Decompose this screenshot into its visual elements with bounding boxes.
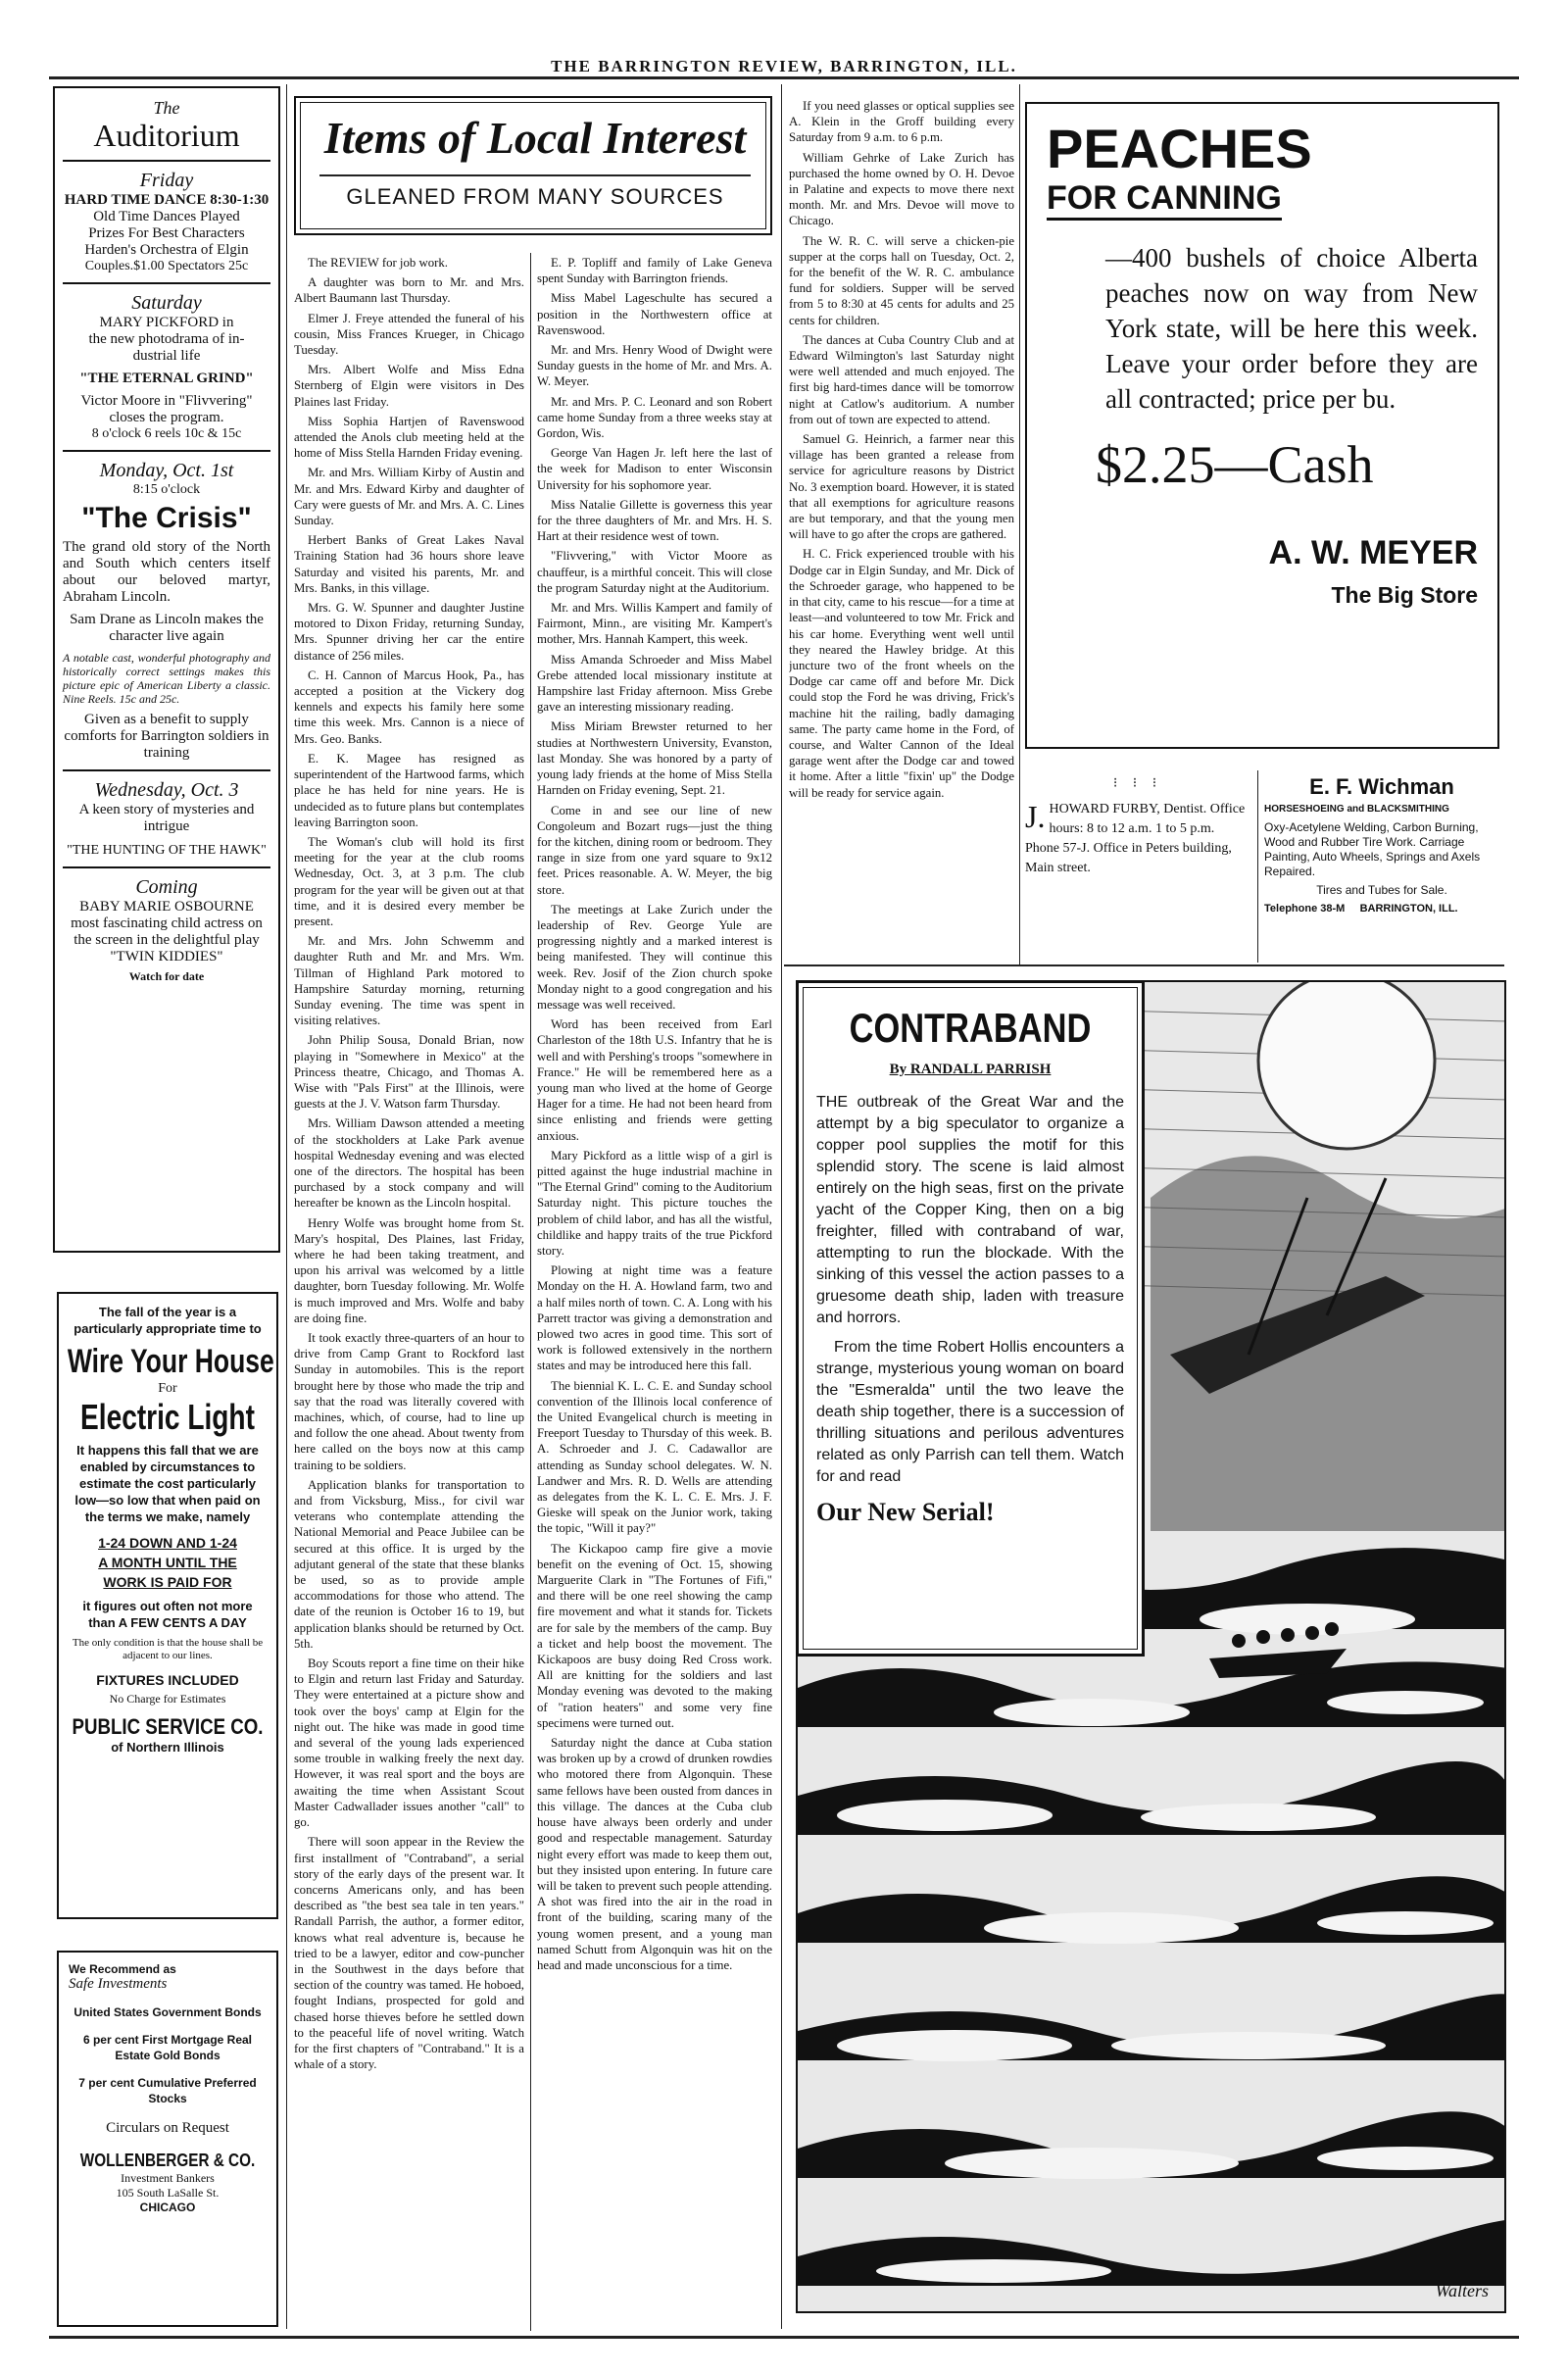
moon-icon <box>1258 982 1435 1149</box>
public-service-ad <box>57 1292 278 1919</box>
news-item: Miss Sophia Hartjen of Ravenswood attended the Anols club meeting held at the home of Miss Stella Harnden Friday evening. <box>294 414 524 461</box>
news-item: The W. R. C. will serve a chicken-pie supper at the corps hall on Tuesday, Oct. 2, for the benefit of the W. R. C. ambulance fund for soldiers. Supper will be served from 5 to 8:30 at 45 cents for adults and 25 cents for children. <box>789 233 1014 327</box>
friday-line: HARD TIME DANCE 8:30-1:30 <box>64 192 270 208</box>
electric-intro: The fall of the year is a particularly appropriate time to <box>74 1305 262 1336</box>
electric-terms: 1-24 DOWN AND 1-24 <box>98 1535 237 1551</box>
bankers-line: 105 South LaSalle St. <box>116 2186 220 2200</box>
saturday-heading: Saturday <box>131 292 202 314</box>
news-item: The Kickapoo camp fire give a movie benefit on the evening of Oct. 15, showing Marguerite Clark in "The Fortunes of Fifi," and there will be one reel showing the camp fire movement and what it stands for. Tickets are for sale by the members of the camp. Buy a ticket and help boost the movement. The Kickapoos are busy doing Red Cross work. All are knitting for the soldiers and last Monday evening was devoted to the making of "ration heaters" and some very fine specimens were turned out. <box>537 1541 772 1730</box>
wichman-phone-line <box>1264 903 1499 915</box>
ornament: ⁝ ⁝ ⁝ <box>1112 776 1163 791</box>
news-item: If you need glasses or optical supplies see A. Klein in the Groff building every Saturday from 9 a.m. to 6 p.m. <box>789 99 1014 145</box>
wednesday-line: "THE HUNTING OF THE HAWK" <box>67 843 267 858</box>
divider <box>63 160 270 162</box>
news-item: C. H. Cannon of Marcus Hook, Pa., has accepted a position at the Vickery dog kennels and expects his family here some time this week. Mrs. Cannon is a niece of Mrs. Geo. Banks. <box>294 668 524 746</box>
wichman-town: BARRINGTON, ILL. <box>1359 903 1458 915</box>
news-item: Miss Mabel Lageschulte has secured a position in the Northwestern office at Ravenswood. <box>537 291 772 337</box>
bankers-line: United States Government Bonds <box>74 2005 262 2019</box>
contraband-byline: By RANDALL PARRISH <box>889 1062 1052 1077</box>
bankers-name: WOLLENBERGER & CO. <box>79 2151 256 2170</box>
friday-line: Couples.$1.00 Spectators 25c <box>84 259 249 273</box>
bankers-line: Safe Investments <box>69 1976 168 1992</box>
wednesday-line: A keen story of mysteries and intrigue <box>78 802 255 834</box>
monday-line: Sam Drane as Lincoln makes the character live again <box>70 612 264 644</box>
wichman-name: E. F. Wichman <box>1309 774 1454 799</box>
news-item: John Philip Sousa, Donald Brian, now playing in "Somewhere in Mexico" at the Princess theatre, Chicago, and Thomas A. Wise with "Pals First" at the Illinois, were guests at the J. V. Watson farm Thursday. <box>294 1033 524 1112</box>
news-item: Word has been received from Earl Charleston of the 18th U.S. Infantry that he is well and with Pershing's troops "somewhere in France." He will be remembered here as a young man who lived at the home of George Hager for a time. He had not been heard from since enlisting and friends were getting anxious. <box>537 1017 772 1143</box>
monday-line: A notable cast, wonderful photography and historically correct settings makes this picture epic of American Liberty a classic. Nine Reels. 15c and 25c. <box>63 651 270 706</box>
bankers-line: Investment Bankers <box>121 2171 215 2185</box>
monday-line: Given as a benefit to supply comforts for Barrington soldiers in training <box>64 712 270 761</box>
electric-head1: Wire Your House <box>67 1343 274 1380</box>
monday-title: "The Crisis" <box>81 502 252 534</box>
news-item: William Gehrke of Lake Zurich has purchased the home owned by O. H. Devoe in Palatine and expects to move there next month. Mr. and Mrs. Devoe will move to Chicago. <box>789 150 1014 228</box>
column-rule <box>1257 770 1258 963</box>
masthead: THE BARRINGTON REVIEW, BARRINGTON, ILL. <box>551 57 1017 75</box>
news-item: The REVIEW for job work. <box>308 256 448 270</box>
electric-terms: WORK IS PAID FOR <box>103 1574 232 1590</box>
column-rule <box>1019 84 1020 966</box>
auditorium-the: The <box>153 98 180 118</box>
news-item: Mrs. Albert Wolfe and Miss Edna Sternberg of Elgin were visitors in Des Plaines last Friday. <box>294 363 524 409</box>
contraband-para1: THE outbreak of the Great War and the attempt by a big speculator to organize a copper pool supplies the motif for this splendid story. The scene is laid almost entirely on the high seas, first on the private yacht of the Copper King, then on a big freighter, filled with contraband of war, attempting to run the blockade. With the sinking of this vessel the action passes to a gruesome death ship, laden with treasure and horrors. <box>816 1094 1124 1326</box>
peaches-tagline: The Big Store <box>1331 582 1478 608</box>
news-item: Mr. and Mrs. P. C. Leonard and son Robert came home Sunday from a three weeks stay at Gordon, Wis. <box>537 394 772 441</box>
news-item: Boy Scouts report a fine time on their hike to Elgin and return last Friday and Saturday. They were entertained at a picture show and took over the boys' camp at Elgin for the night out. The hike was made in good time and several of the young lads experienced some trouble in walking freely the next day. However, it was real sport and the boys are awaiting the time when Assistant Scout Master Cadwallader issues another "call" to go. <box>294 1657 524 1830</box>
news-item: "Flivvering," with Victor Moore as chauffeur, is a mirthful conceit. This will close the program Saturday night at the Auditorium. <box>537 549 772 595</box>
wichman-phone: Telephone 38-M <box>1264 903 1346 915</box>
divider <box>63 450 270 452</box>
peaches-title: PEACHES <box>1047 118 1312 179</box>
news-item: Mr. and Mrs. William Kirby of Austin and Mr. and Mrs. Edward Kirby and daughter of Cary were guests of Mr. and Mrs. A. C. Lines Sunday. <box>294 466 524 528</box>
news-item: Herbert Banks of Great Lakes Naval Training Station had 36 hours shore leave Saturday and visited his parents, Mr. and Mrs. Banks, in this village. <box>294 533 524 595</box>
news-item: Mr. and Mrs. Henry Wood of Dwight were Sunday guests in the home of Mr. and Mrs. A. W. Meyer. <box>537 343 772 389</box>
news-item: There will soon appear in the Review the first installment of "Contraband", a serial story of the early days of the present war. It concerns Americans only, and has been described as "the best sea tale in ten years." Randall Parrish, the author, a former editor, knows what real adventure is, because he tried to be a lawyer, editor and cow-puncher in the Southwest in the days before that section of the country was tamed. He hoboed, fought Indians, prospected for gold and chased horse thieves before he settled down to the peaceful life of novel writing. Watch for the first chapters of "Contraband." It is a whale of a story. <box>294 1835 524 2072</box>
items-column-1 <box>294 255 524 2333</box>
peaches-subtitle: FOR CANNING <box>1047 178 1282 221</box>
furby-card <box>1025 774 1250 961</box>
column-rule <box>530 253 531 2331</box>
electric-fixtures: FIXTURES INCLUDED <box>96 1672 239 1688</box>
coming-line: BABY MARIE OSBOURNE <box>79 899 254 915</box>
contraband-serial: Our New Serial! <box>816 1498 995 1526</box>
friday-line: Prizes For Best Characters <box>88 225 245 241</box>
items-column-3 <box>789 98 1014 961</box>
bankers-line: CHICAGO <box>139 2201 196 2214</box>
electric-terms: A MONTH UNTIL THE <box>98 1555 237 1570</box>
wichman-tires: Tires and Tubes for Sale. <box>1316 883 1447 897</box>
contraband-para2: From the time Robert Hollis encounters a strange, mysterious young woman on board the "Esmeralda" until the two leave the death ship together, there is a succession of thrilling situations and perilous adventures related as only Parrish can tell them. Watch for and read <box>816 1339 1124 1485</box>
bankers-line: We Recommend as <box>69 1962 176 1976</box>
news-item: Mr. and Mrs. John Schwemm and daughter Ruth and Mr. and Mrs. Wm. Tillman of Highland Park motored to Hampshire Saturday morning, returning Sunday evening. The time was spent in visiting relatives. <box>294 934 524 1028</box>
electric-body: It happens this fall that we are enabled by circumstances to estimate the cost particularly low—so low that when paid on the terms we make, namely <box>74 1443 261 1524</box>
saturday-line: the new photodrama of in- <box>88 331 245 347</box>
news-item: Miss Natalie Gillette is governess this year for the three daughters of Mr. and Mrs. H. S. Hart at their residence west of town. <box>537 497 772 544</box>
electric-company: PUBLIC SERVICE CO. <box>72 1714 264 1739</box>
bankers-line: 7 per cent Cumulative Preferred Stocks <box>78 2076 257 2105</box>
electric-body2: it figures out often not more than A FEW CENTS A DAY <box>82 1599 253 1630</box>
news-item: Plowing at night time was a feature Monday on the H. A. Howland farm, two and a half miles north of town. C. A. Long with his Parrett tractor was giving a demonstration and plowed two acres in good time. This sort of work is followed extensively in the northern states and may be introduced here this fall. <box>537 1263 772 1373</box>
news-item: Miss Miriam Brewster returned to her studies at Northwestern University, Evanston, last Monday. She was honored by a party of young lady friends at the home of Miss Stella Harnden on Friday evening, Sept. 21. <box>537 719 772 798</box>
items-subheading: GLEANED FROM MANY SOURCES <box>346 184 724 209</box>
wichman-body: Oxy-Acetylene Welding, Carbon Burning, Wood and Rubber Tire Work. Carriage Painting, Auto Wheels, Springs and Axels Repaired. <box>1264 820 1481 878</box>
news-item: Mrs. William Dawson attended a meeting of the stockholders at Lake Park avenue hospital Wednesday evening and was elected one of the directors. The hospital has been purchased by a stock company and will hereafter be known as the Lincoln hospital. <box>294 1116 524 1211</box>
divider <box>63 282 270 284</box>
electric-note: The only condition is that the house shall be adjacent to our lines. <box>72 1637 264 1661</box>
news-item: Come in and see our line of new Congoleum and Bozart rugs—just the thing for the kitchen, dining room or bedroom. They range in size from one yard square to 9x12 feet. Prices reasonable. A. W. Meyer, the big store. <box>537 803 772 897</box>
peaches-store: A. W. MEYER <box>1268 534 1478 571</box>
column-rule <box>781 84 782 2329</box>
wichman-trade: HORSESHOEING and BLACKSMITHING <box>1264 804 1449 815</box>
heading-rule <box>319 174 751 176</box>
saturday-line: Victor Moore in "Flivvering" <box>80 393 253 409</box>
electric-for: For <box>158 1381 177 1396</box>
masthead-rule <box>49 76 1519 79</box>
wichman-card <box>1264 774 1499 961</box>
section-rule <box>784 964 1504 966</box>
wollenberger-ad <box>57 1951 278 2327</box>
wednesday-heading: Wednesday, Oct. 3 <box>94 779 239 801</box>
illustration-signature: Walters <box>1435 2281 1489 2300</box>
news-item: Miss Amanda Schroeder and Miss Mabel Grebe attended local missionary institute at Hampshire last Friday afternoon. Miss Grebe gave an interesting missionary reading. <box>537 652 772 715</box>
news-item: Mrs. G. W. Spunner and daughter Justine motored to Dixon Friday, returning Sunday, Mrs. Spunner driving her car the entire distance of 256 miles. <box>294 601 524 663</box>
column-rule <box>286 84 287 2329</box>
news-item: Samuel G. Heinrich, a farmer near this village has been granted a release from service for agriculture reasons by District No. 3 exemption board. However, it is stated that all exemptions for agriculture reasons are but temporary, and that the young men will have to go after the crops are gathered. <box>789 432 1014 542</box>
items-column-2 <box>537 255 772 2333</box>
coming-line: Watch for date <box>128 969 205 983</box>
contraband-title: CONTRABAND <box>849 1005 1092 1051</box>
bankers-line: Circulars on Request <box>106 2120 229 2136</box>
news-item: The Woman's club will hold its first meeting for the year at the club rooms Wednesday, Oct. 3, at 3 p.m. The club program for the year will be given out at that time, and it is desired every member be present. <box>294 834 524 928</box>
furby-text: HOWARD FURBY, Dentist. Office hours: 8 to 12 a.m. 1 to 5 p.m. Phone 57-J. Office in Peters building, Main street. <box>1025 802 1246 875</box>
saturday-line: dustrial life <box>132 348 201 364</box>
friday-line: Old Time Dances Played <box>93 209 240 224</box>
news-item: George Van Hagen Jr. left here the last of the week for Madison to enter Wisconsin University for his sophomore year. <box>537 446 772 492</box>
news-item: The meetings at Lake Zurich under the leadership of Rev. George Yule are progressing nightly and a marked interest is being manifested. They will continue this week. Rev. Josif of the Zion church spoke Monday night to a good congregation and his message was well received. <box>537 902 772 1012</box>
electric-nocharge: No Charge for Estimates <box>109 1692 226 1706</box>
saturday-line: "THE ETERNAL GRIND" <box>79 371 254 386</box>
items-heading-box <box>294 96 772 235</box>
news-item: Elmer J. Freye attended the funeral of his cousin, Miss Frances Krueger, in Chicago Tuesday. <box>294 311 524 358</box>
monday-heading: Monday, Oct. 1st <box>99 460 234 481</box>
saturday-line: 8 o'clock 6 reels 10c & 15c <box>91 426 242 441</box>
monday-line: The grand old story of the North and South which centers itself about our beloved martyr, Abraham Lincoln. <box>63 539 270 605</box>
bankers-line: 6 per cent First Mortgage Real Estate Gold Bonds <box>82 2033 253 2062</box>
monday-time: 8:15 o'clock <box>132 482 201 497</box>
saturday-line: MARY PICKFORD in <box>99 315 234 330</box>
peaches-body: —400 bushels of choice Alberta peaches now on way from New York state, will be here this week. Leave your order before they are all contracted; price per bu. <box>1105 243 1478 414</box>
news-item: E. K. Magee has resigned as superintendent of the Hartwood farms, which place he has held for nine years. He is undecided as to future plans but contemplates leaving Barrington soon. <box>294 751 524 829</box>
news-item: Application blanks for transportation to and from Vicksburg, Miss., for civil war veterans who contemplate attending the National Memorial and Peace Jubilee can be secured at this office. It is urged by the adjutant general of the state that these blanks be used, so as to provide ample accommodations for those who attend. The date of the reunion is October 16 to 19, but application blanks should be returned by Oct. 5th. <box>294 1477 524 1651</box>
electric-head2: Electric Light <box>80 1397 255 1437</box>
news-item: The dances at Cuba Country Club and at Edward Wilmington's last Saturday night were well attended and much enjoyed. The first big hard-times dance will be tomorrow night at Catlow's auditorium. A number from out of town are expected to attend. <box>789 332 1014 426</box>
divider <box>63 866 270 868</box>
friday-line: Harden's Orchestra of Elgin <box>84 242 249 258</box>
peaches-ad <box>1025 102 1499 749</box>
electric-region: of Northern Illinois <box>111 1740 224 1755</box>
coming-heading: Coming <box>135 876 198 898</box>
news-item: Mr. and Mrs. Willis Kampert and family of Fairmont, Minn., are visiting Mr. Kampert's mother, Mrs. Hannah Kampert, this week. <box>537 601 772 647</box>
news-item: The biennial K. L. C. E. and Sunday school convention of the Illinois local conference of the United Evangelical church is meeting in Freeport Tuesday to Thursday of this week. B. A. Schroeder and J. C. Cadawallor are attending as Sunday school delegates. W. N. Landwer and Mrs. R. D. Wells are attending as delegates from the K. L. C. E. Mrs. J. F. Gieske will speak on the Junior work, taking the topic, "Will it pay?" <box>537 1378 772 1536</box>
news-item: A daughter was born to Mr. and Mrs. Albert Baumann last Thursday. <box>294 275 524 306</box>
news-item: Henry Wolfe was brought home from St. Mary's hospital, Des Plaines, last Friday, where he had been taking treatment, and upon his arrival was welcomed by a little daughter, born Tuesday following. Mr. Wolfe is much improved and Mrs. Wolfe and baby are doing fine. <box>294 1215 524 1325</box>
news-item: E. P. Topliff and family of Lake Geneva spent Sunday with Barrington friends. <box>537 256 772 286</box>
news-item: H. C. Frick experienced trouble with his Dodge car in Elgin Sunday, and Mr. Dick of the Schroeder garage, who happened to be in that city, came to his rescue—for a time at least—and volunteered to tow Mr. Frick and his car home. Everything went well until they neared the Hawley bridge. At this juncture two of the front wheels on the Dodge car came off and before Mr. Dick could stop the Ford he was driving, Frick's machine hit the railing, badly damaging same. The party came home in the Ford, of course, and Walter Cannon of the Ideal garage went after the Dodge car and towed it home. After a little "fixin' up" the Dodge will be ready for service again. <box>789 547 1014 800</box>
news-item: Mary Pickford as a little wisp of a girl is pitted against the huge industrial machine in "The Eternal Grind" coming to the Auditorium Saturday night. This picture touches the problem of child labor, and has all the wistful, childlike and happy traits of the true Pickford story. <box>537 1148 772 1258</box>
contraband-inner-border <box>803 987 1138 1650</box>
peaches-price: $2.25—Cash <box>1096 435 1374 494</box>
furby-initial: J. <box>1025 799 1046 834</box>
news-item: Saturday night the dance at Cuba station was broken up by a crowd of drunken rowdies who motored there from Algonquin. These same fellows have been ousted from dances in this village. The dances at the Cuba club house have always been orderly and under good and respectable management. Saturday night every effort was made to keep them out, but they insisted upon entering. In future care will be taken to prevent such people attending. A shot was fired into the air in the road in front of the building, scaring many of the young women present, and a young man named Schutt from Algonquin was hit on the head and made unconscious for a time. <box>537 1736 772 1972</box>
saturday-line: closes the program. <box>109 410 224 425</box>
page-bottom-rule <box>49 2336 1519 2339</box>
contraband-box <box>796 980 1145 1657</box>
auditorium-ad <box>53 86 280 1253</box>
auditorium-title: Auditorium <box>93 118 240 153</box>
friday-heading: Friday <box>139 170 194 191</box>
items-heading: Items of Local Interest <box>323 113 747 163</box>
divider <box>63 769 270 771</box>
news-item: It took exactly three-quarters of an hour to drive from Camp Grant to Rockford last Sunday in automobiles. This is the report brought here by those who made the trip and say that the road was literally covered with machines, which, of course, had to line up and follow the one ahead. About twenty from here called on the boys now at this camp training to be soldiers. <box>294 1331 524 1472</box>
coming-line: most fascinating child actress on the screen in the delightful play "TWIN KIDDIES" <box>71 915 263 964</box>
